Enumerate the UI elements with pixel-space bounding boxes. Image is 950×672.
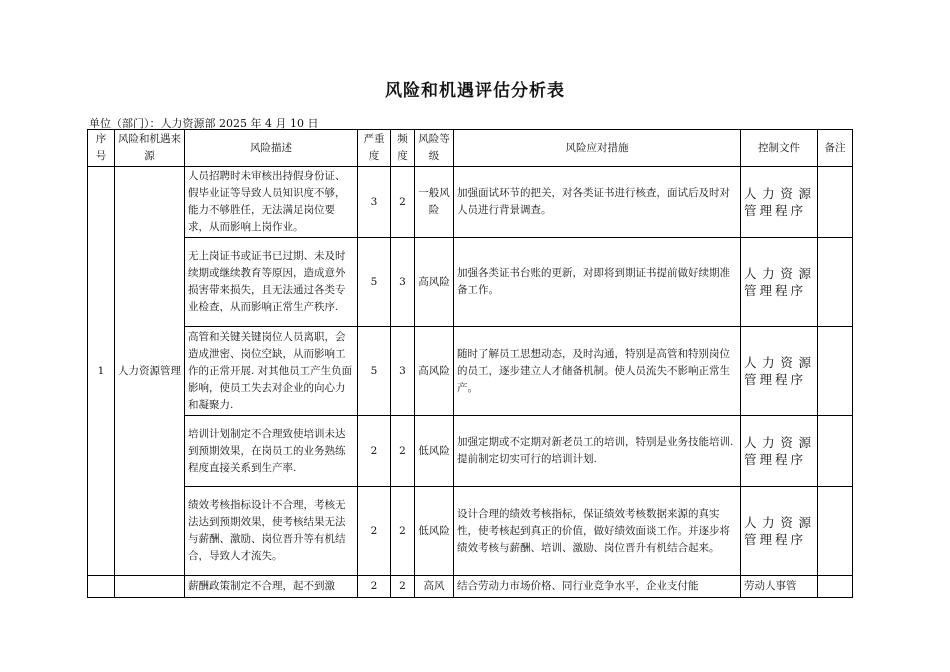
- severity-cell: 3: [358, 167, 391, 238]
- severity-cell: 5: [358, 327, 391, 416]
- level-cell: 高风险: [415, 327, 454, 416]
- header-seq: 序号: [88, 130, 115, 167]
- level-cell: 低风险: [415, 416, 454, 487]
- seq-cell: 1: [88, 167, 115, 576]
- header-level: 风险等级: [415, 130, 454, 167]
- doc-cell: 人力资源管理程序: [741, 416, 818, 487]
- measures-cell: 加强定期或不定期对新老员工的培训，特别是业务技能培训. 提前制定切实可行的培训计划.: [454, 416, 741, 487]
- desc-cell: 薪酬政策制定不合理，起不到激: [185, 576, 358, 598]
- remark-cell: [818, 327, 853, 416]
- level-cell: 低风险: [415, 487, 454, 576]
- frequency-cell: 2: [391, 487, 415, 576]
- seq-cell: [88, 576, 115, 598]
- risk-table: [87, 129, 853, 598]
- unit-line: 单位（部门）：人力资源部 2025 年 4 月 10 日: [89, 117, 319, 130]
- severity-cell: 2: [358, 416, 391, 487]
- header-source: 风险和机遇来源: [115, 130, 185, 167]
- measures-cell: 随时了解员工思想动态，及时沟通，特别是高管和特别岗位的员工，逐步建立人才储备机制。使人员流失不影响正常生产。: [454, 327, 741, 416]
- desc-cell: 高管和关键关键岗位人员离职，会造成泄密、岗位空缺，从而影响工作的正常开展. 对其他员工产生负面影响，使员工失去对企业的向心力和凝聚力.: [185, 327, 358, 416]
- level-cell: 高风: [415, 576, 454, 598]
- header-doc: 控制文件: [741, 130, 818, 167]
- measures-cell: 加强各类证书台账的更新，对即将到期证书提前做好续期准备工作。: [454, 238, 741, 327]
- frequency-cell: 2: [391, 576, 415, 598]
- frequency-cell: 3: [391, 327, 415, 416]
- doc-cell: 人力资源管理程序: [741, 238, 818, 327]
- severity-cell: 2: [358, 487, 391, 576]
- header-frequency: 频度: [391, 130, 415, 167]
- header-desc: 风险描述: [185, 130, 358, 167]
- desc-cell: 无上岗证书或证书已过期、未及时续期或继续教育等原因，造成意外损害带来损失，且无法通过各类专业检查，从而影响正常生产秩序.: [185, 238, 358, 327]
- measures-cell: 设计合理的绩效考核指标，保证绩效考核数据来源的真实性，使考核起到真正的价值，做好绩效面谈工作。并逐步将绩效考核与薪酬、培训、激励、岗位晋升有机结合起来。: [454, 487, 741, 576]
- remark-cell: [818, 416, 853, 487]
- table-row-partial: [88, 576, 853, 598]
- table-row: [88, 487, 853, 576]
- header-severity: 严重度: [358, 130, 391, 167]
- desc-cell: 培训计划制定不合理致使培训未达到预期效果，在岗员工的业务熟练程度直接关系到生产率.: [185, 416, 358, 487]
- measures-cell: 结合劳动力市场价格、同行业竞争水平，企业支付能: [454, 576, 741, 598]
- desc-cell: 绩效考核指标设计不合理，考核无法达到预期效果，使考核结果无法与薪酬、激励、岗位晋升等有机结合，导致人才流失。: [185, 487, 358, 576]
- page-title: 风险和机遇评估分析表: [385, 81, 565, 101]
- source-cell: 人力资源管理: [115, 167, 185, 576]
- measures-cell: 加强面试环节的把关，对各类证书进行核查，面试后及时对人员进行背景调查。: [454, 167, 741, 238]
- level-cell: 高风险: [415, 238, 454, 327]
- desc-cell: 人员招聘时未审核出持假身份证、假毕业证等导致人员知识度不够，能力不够胜任，无法满足岗位要求，从而影响上岗作业。: [185, 167, 358, 238]
- header-row: [88, 130, 853, 167]
- frequency-cell: 3: [391, 238, 415, 327]
- frequency-cell: 2: [391, 167, 415, 238]
- remark-cell: [818, 238, 853, 327]
- severity-cell: 2: [358, 576, 391, 598]
- source-cell: [115, 576, 185, 598]
- remark-cell: [818, 487, 853, 576]
- table-row: [88, 327, 853, 416]
- header-measures: 风险应对措施: [454, 130, 741, 167]
- table-row: [88, 167, 853, 238]
- remark-cell: [818, 167, 853, 238]
- doc-cell: 人力资源管理程序: [741, 487, 818, 576]
- table-row: [88, 238, 853, 327]
- level-cell: 一般风险: [415, 167, 454, 238]
- doc-cell: 人力资源管理程序: [741, 167, 818, 238]
- table-row: [88, 416, 853, 487]
- doc-cell: 人力资源管理程序: [741, 327, 818, 416]
- frequency-cell: 2: [391, 416, 415, 487]
- severity-cell: 5: [358, 238, 391, 327]
- remark-cell: [818, 576, 853, 598]
- header-remark: 备注: [818, 130, 853, 167]
- doc-cell: 劳动人事管: [741, 576, 818, 598]
